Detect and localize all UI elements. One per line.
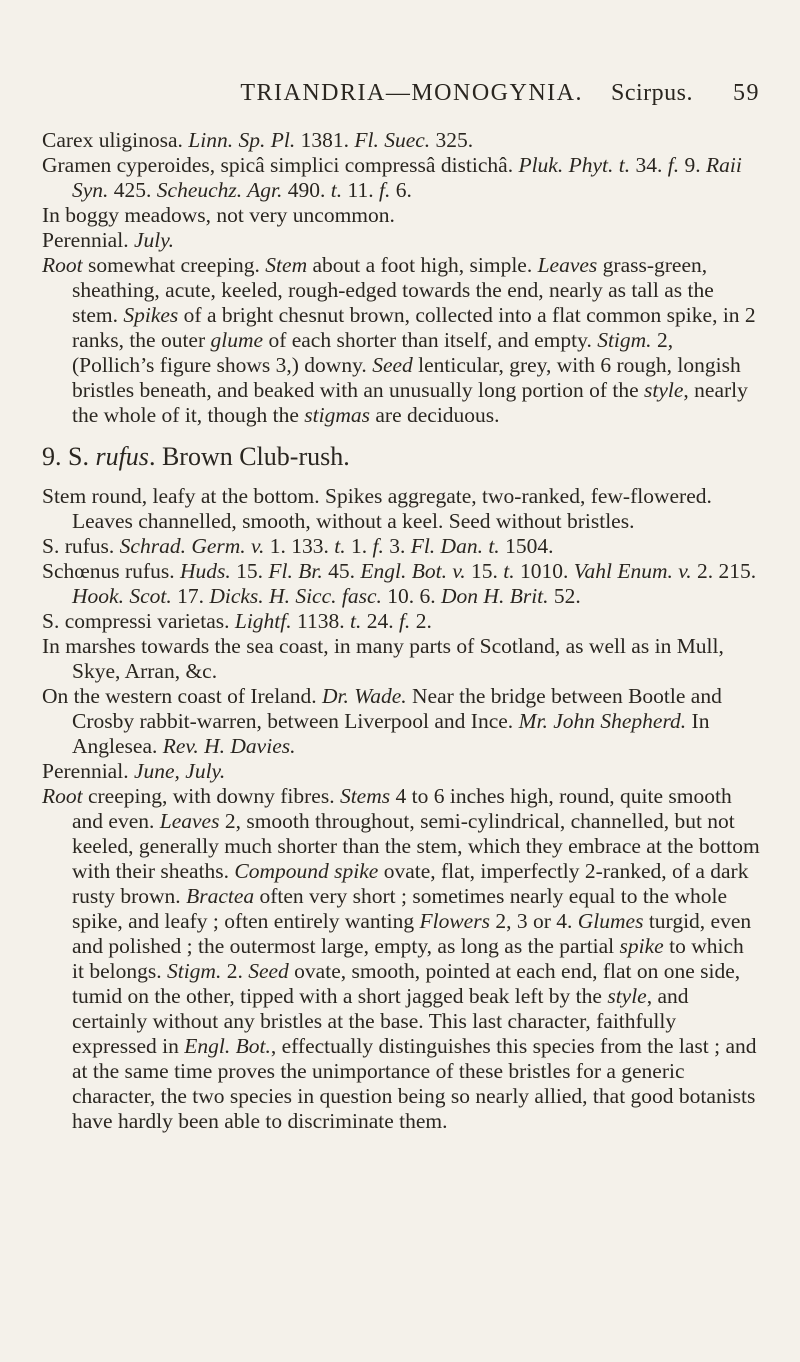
species-heading: 9. S. rufus. Brown Club-rush. — [42, 442, 350, 471]
header-genus: Scirpus. — [611, 80, 693, 106]
page-number: 59 — [733, 80, 760, 106]
rufus-paragraph: S. rufus. Schrad. Germ. v. 1. 133. t. 1. f. 3. Fl. Dan. t. 1504. — [42, 534, 554, 558]
header-title: TRIANDRIA—MONOGYNIA. — [240, 80, 583, 106]
entry-carex-block — [42, 128, 760, 428]
carex-paragraph: In boggy meadows, not very uncommon. — [42, 203, 395, 227]
page-body — [42, 128, 760, 1134]
carex-paragraph: Gramen cyperoides, spicâ simplici compressâ distichâ. Pluk. Phyt. t. 34. f. 9. Raii Syn. 425. Scheuchz. Agr. 490. t. 11. f. 6. — [42, 153, 742, 202]
rufus-paragraph: Schœnus rufus. Huds. 15. Fl. Br. 45. Engl. Bot. v. 15. t. 1010. Vahl Enum. v. 2. 215. Hook. Scot. 17. Dicks. H. Sicc. fasc. 10. 6. Don H. Brit. 52. — [42, 559, 757, 608]
entry-scirpus-rufus-block — [42, 484, 760, 1134]
rufus-paragraph: Perennial. June, July. — [42, 759, 226, 783]
rufus-paragraph: Stem round, leafy at the bottom. Spikes aggregate, two-ranked, few-flowered. Leaves channelled, smooth, without a keel. Seed without bristles. — [42, 484, 712, 533]
carex-paragraph: Carex uliginosa. Linn. Sp. Pl. 1381. Fl. Suec. 325. — [42, 128, 474, 152]
rufus-paragraph: In marshes towards the sea coast, in many parts of Scotland, as well as in Mull, Skye, Arran, &c. — [42, 634, 724, 683]
carex-paragraph: Root somewhat creeping. Stem about a foot high, simple. Leaves grass-green, sheathing, acute, keeled, rough-edged towards the end, nearly as tall as the stem. Spikes of a bright chesnut brown, collected into a flat common spike, in 2 ranks, the outer glume of each shorter than itself, and empty. Stigm. 2, (Pollich’s figure shows 3,) downy. Seed lenticular, grey, with 6 rough, longish bristles beneath, and beaked with an unusually long portion of the style, nearly the whole of it, though the stigmas are deciduous. — [42, 253, 756, 427]
rufus-paragraph: S. compressi varietas. Lightf. 1138. t. 24. f. 2. — [42, 609, 432, 633]
rufus-paragraph: Root creeping, with downy fibres. Stems 4 to 6 inches high, round, quite smooth and even. Leaves 2, smooth throughout, semi-cylindrical, channelled, but not keeled, generally much shorter than the stem, which they embrace at the bottom with their sheaths. Compound spike ovate, flat, imperfectly 2-ranked, of a dark rusty brown. Bractea often very short ; sometimes nearly equal to the whole spike, and leafy ; often entirely wanting Flowers 2, 3 or 4. Glumes turgid, even and polished ; the outermost large, empty, as long as the partial spike to which it belongs. Stigm. 2. Seed ovate, smooth, pointed at each end, flat on one side, tumid on the other, tipped with a short jagged beak left by the style, and certainly without any bristles at the base. This last character, faithfully expressed in Engl. Bot., effectually distinguishes this species from the last ; and at the same time proves the unimportance of these bristles for a generic character, the two species in question being so nearly allied, that good botanists have hardly been able to discriminate them. — [42, 784, 760, 1133]
rufus-paragraph: On the western coast of Ireland. Dr. Wade. Near the bridge between Bootle and Crosby rabbit-warren, between Liverpool and Ince. Mr. John Shepherd. In Anglesea. Rev. H. Davies. — [42, 684, 722, 758]
carex-paragraph: Perennial. July. — [42, 228, 174, 252]
running-header — [88, 80, 760, 107]
